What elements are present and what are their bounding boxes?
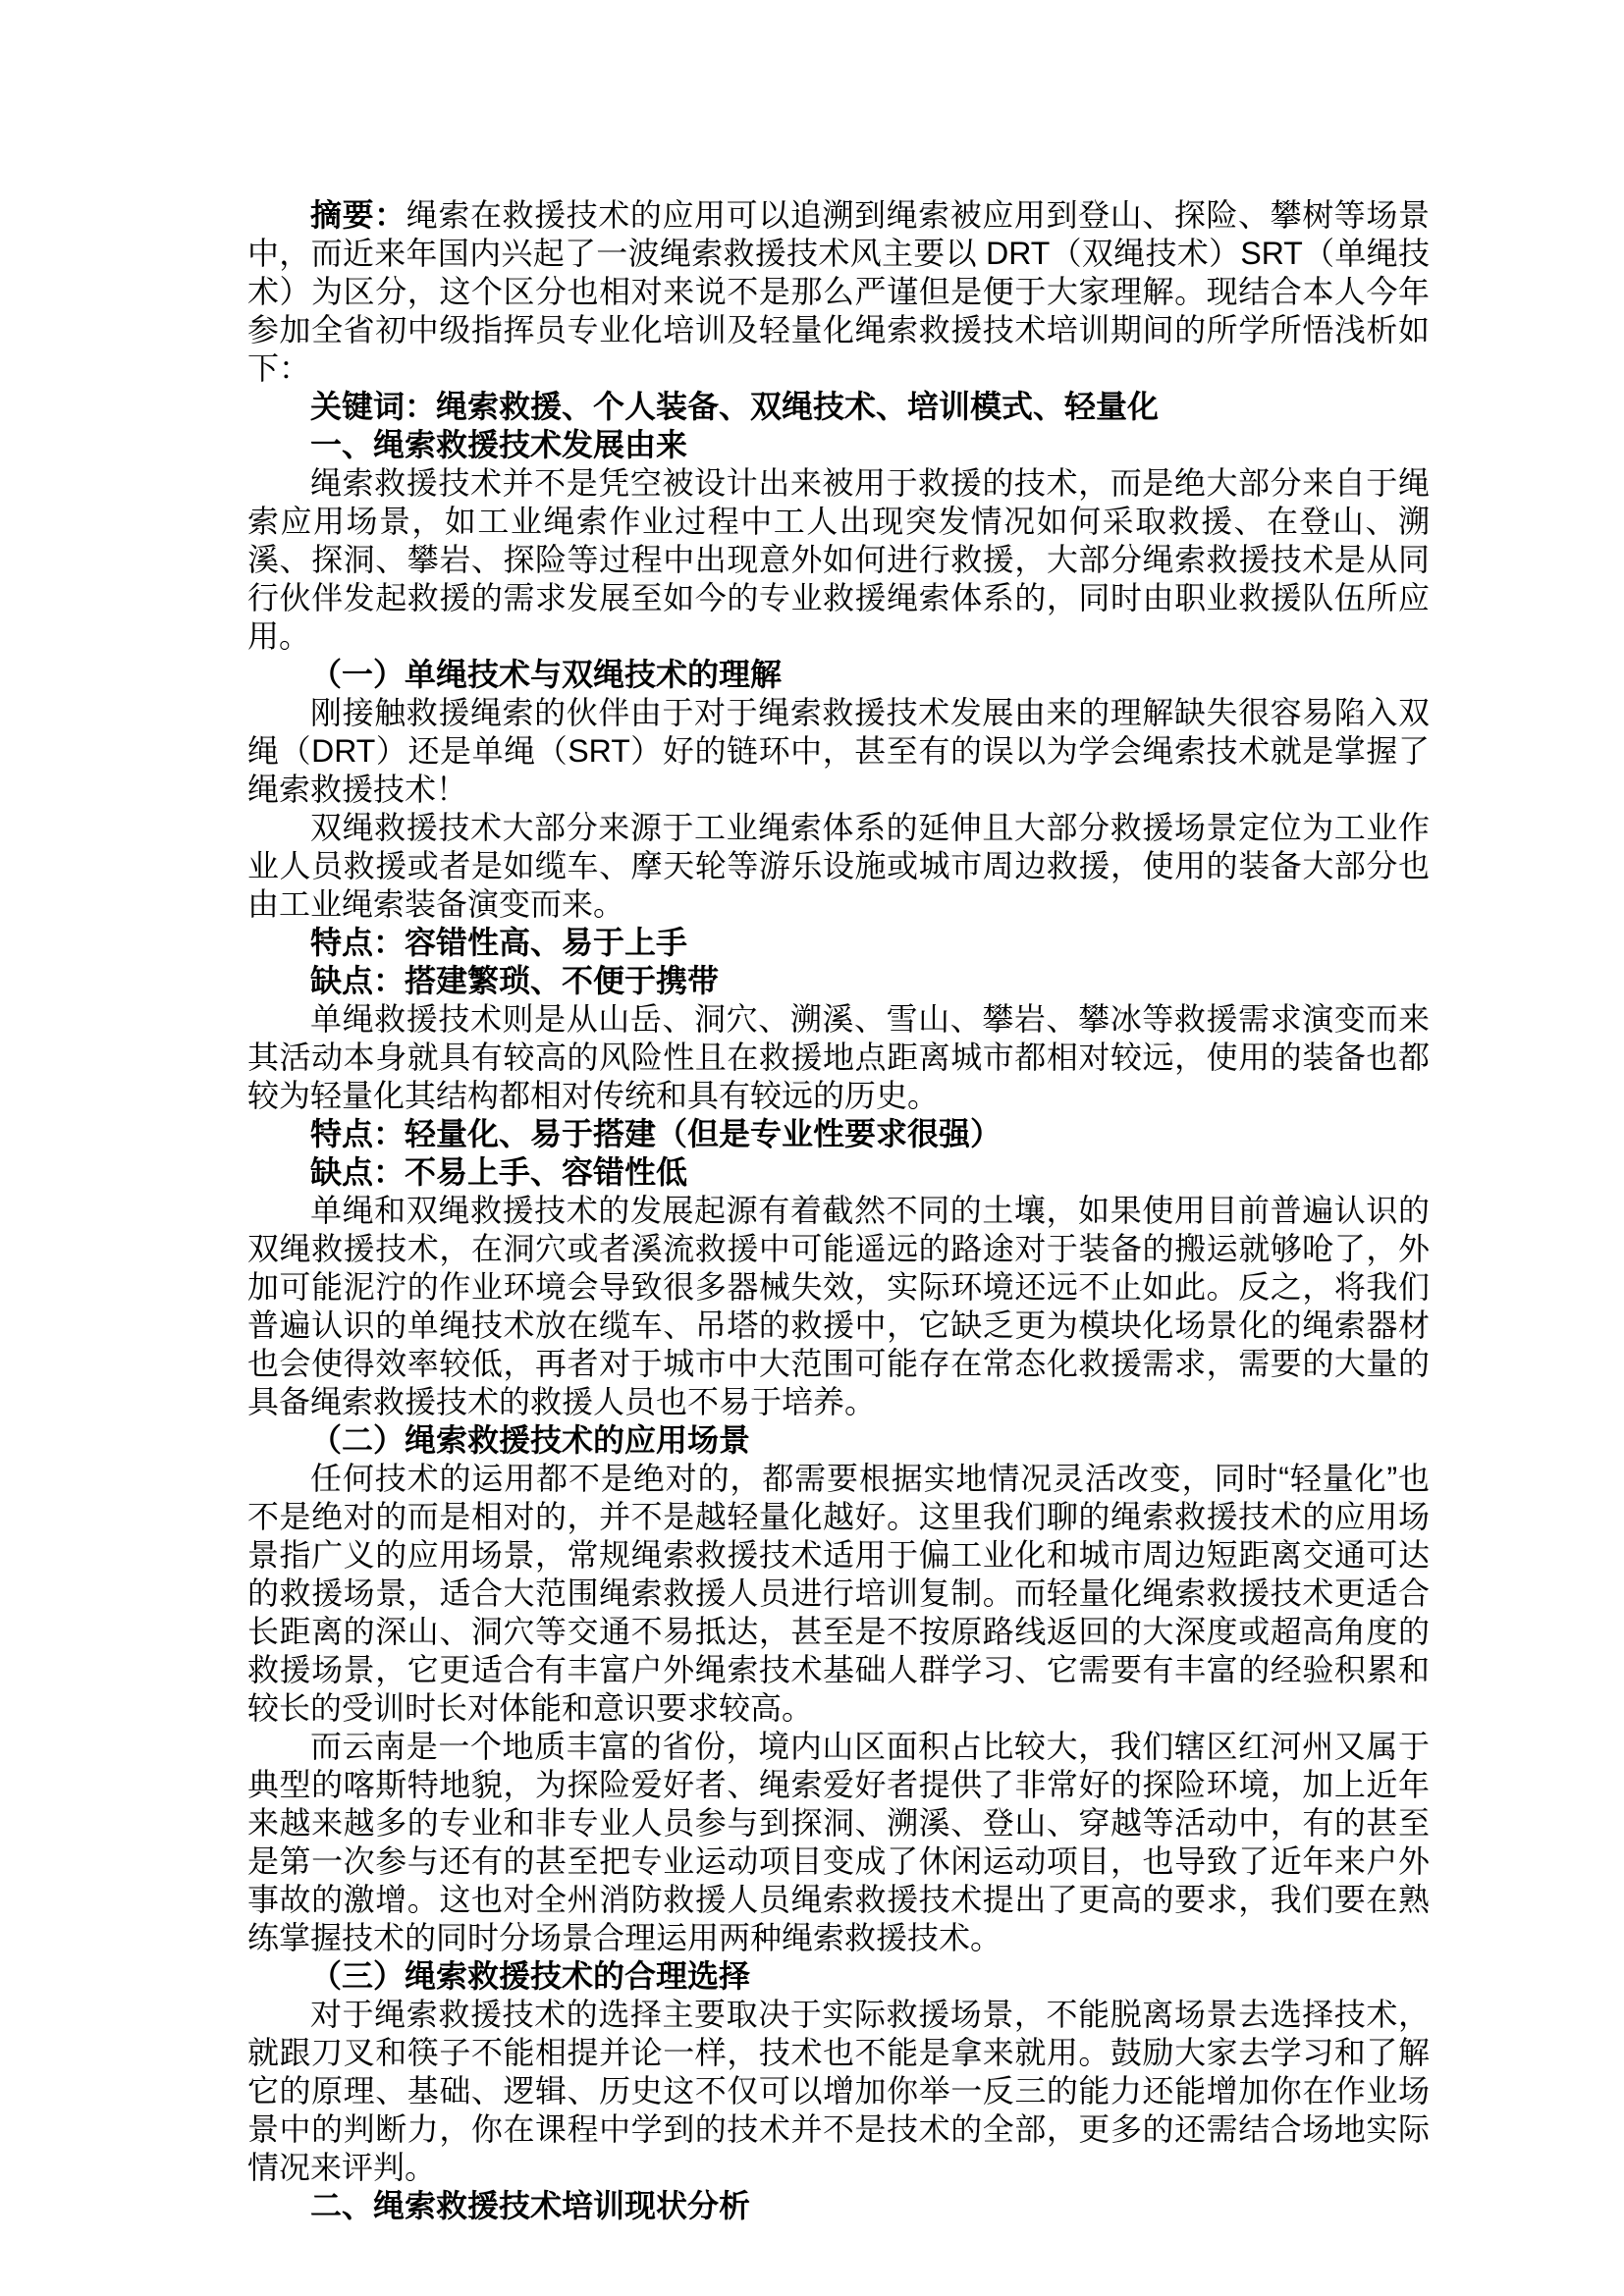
paragraph-yunnan-context: 而云南是一个地质丰富的省份，境内山区面积占比较大，我们辖区红河州又属于典型的喀斯特地貌，为探险爱好者、绳索爱好者提供了非常好的探险环境，加上近年来越来越多的专业和非专业人员参与到探洞、溯溪、登山、穿越等活动中，有的甚至是第一次参与还有的甚至把专业运动项目变成了休闲运动项目，也导致了近年来户外事故的激增。这也对全州消防救援人员绳索救援技术提出了更高的要求，我们要在熟练掌握技术的同时分场景合理运用两种绳索救援技术。 [247,1729,1430,1955]
feature-line-drt-pros: 特点：容错性高、易于上手 [310,925,688,960]
heading-section-2: 二、绳索救援技术培训现状分析 [310,2188,751,2223]
heading-subsection-2: （二）绳索救援技术的应用场景 [310,1422,751,1458]
paragraph-srt-origin: 单绳救援技术则是从山岳、洞穴、溯溪、雪山、攀岩、攀冰等救援需求演变而来其活动本身就具有较高的风险性且在救援地点距离城市都相对较远，使用的装备也都较为轻量化其结构都相对传统和具有较远的历史。 [247,1001,1430,1113]
document-body [247,196,1430,2225]
paragraph-abstract [247,196,1430,388]
paragraph-reasonable-selection: 对于绳索救援技术的选择主要取决于实际救援场景，不能脱离场景去选择技术，就跟刀叉和筷子不能相提并论一样，技术也不能是拿来就用。鼓励大家去学习和了解它的原理、基础、逻辑、历史这不仅可以增加你举一反三的能力还能增加你在作业场景中的判断力，你在课程中学到的技术并不是技术的全部，更多的还需结合场地实际情况来评判。 [247,1997,1430,2185]
abstract-text: 绳索在救援技术的应用可以追溯到绳索被应用到登山、探险、攀树等场景中，而近来年国内兴起了一波绳索救援技术风主要以 DRT（双绳技术）SRT（单绳技术）为区分，这个区分也相对来说不是那么严谨但是便于大家理解。现结合本人今年参加全省初中级指挥员专业化培训及轻量化绳索救援技术培训期间的所学所悟浅析如下： [247,197,1430,386]
feature-line-srt-pros: 特点：轻量化、易于搭建（但是专业性要求很强） [310,1116,1002,1151]
paragraph-application-scenarios: 任何技术的运用都不是绝对的，都需要根据实地情况灵活改变，同时“轻量化”也不是绝对的而是相对的，并不是越轻量化越好。这里我们聊的绳索救援技术的应用场景指广义的应用场景，常规绳索救援技术适用于偏工业化和城市周边短距离交通可达的救援场景，适合大范围绳索救援人员进行培训复制。而轻量化绳索救援技术更适合长距离的深山、洞穴等交通不易抵达，甚至是不按原路线返回的大深度或超高角度的救援场景，它更适合有丰富户外绳索技术基础人群学习、它需要有丰富的经验积累和较长的受训时长对体能和意识要求较高。 [247,1461,1430,1726]
feature-line-srt-cons: 缺点：不易上手、容错性低 [310,1154,688,1190]
paragraph-drt-origin: 双绳救援技术大部分来源于工业绳索体系的延伸且大部分救援场景定位为工业作业人员救援或者是如缆车、摩天轮等游乐设施或城市周边救援，使用的装备大部分也由工业绳索装备演变而来。 [247,810,1430,922]
paragraph-origin: 绳索救援技术并不是凭空被设计出来被用于救援的技术，而是绝大部分来自于绳索应用场景，如工业绳索作业过程中工人出现突发情况如何采取救援、在登山、溯溪、探洞、攀岩、探险等过程中出现意外如何进行救援，大部分绳索救援技术是从同行伙伴发起救援的需求发展至如今的专业救援绳索体系的，同时由职业救援队伍所应用。 [247,465,1430,654]
heading-section-1: 一、绳索救援技术发展由来 [310,427,688,462]
feature-line-drt-cons: 缺点：搭建繁琐、不便于携带 [310,963,720,998]
keywords-line: 关键词：绳索救援、个人装备、双绳技术、培训模式、轻量化 [310,389,1160,424]
heading-subsection-1: （一）单绳技术与双绳技术的理解 [310,657,783,692]
paragraph-understanding: 刚接触救援绳索的伙伴由于对于绳索救援技术发展由来的理解缺失很容易陷入双绳（DRT）还是单绳（SRT）好的链环中，甚至有的误以为学会绳索技术就是掌握了绳索救援技术！ [247,695,1430,807]
heading-subsection-3: （三）绳索救援技术的合理选择 [310,1958,751,1994]
paragraph-comparison: 单绳和双绳救援技术的发展起源有着截然不同的土壤，如果使用目前普遍认识的双绳救援技术，在洞穴或者溪流救援中可能遥远的路途对于装备的搬运就够呛了，外加可能泥泞的作业环境会导致很多器械失效，实际环境还远不止如此。反之，将我们普遍认识的单绳技术放在缆车、吊塔的救援中，它缺乏更为模块化场景化的绳索器材也会使得效率较低，再者对于城市中大范围可能存在常态化救援需求，需要的大量的具备绳索救援技术的救援人员也不易于培养。 [247,1193,1430,1419]
abstract-label: 摘要： [310,197,406,233]
